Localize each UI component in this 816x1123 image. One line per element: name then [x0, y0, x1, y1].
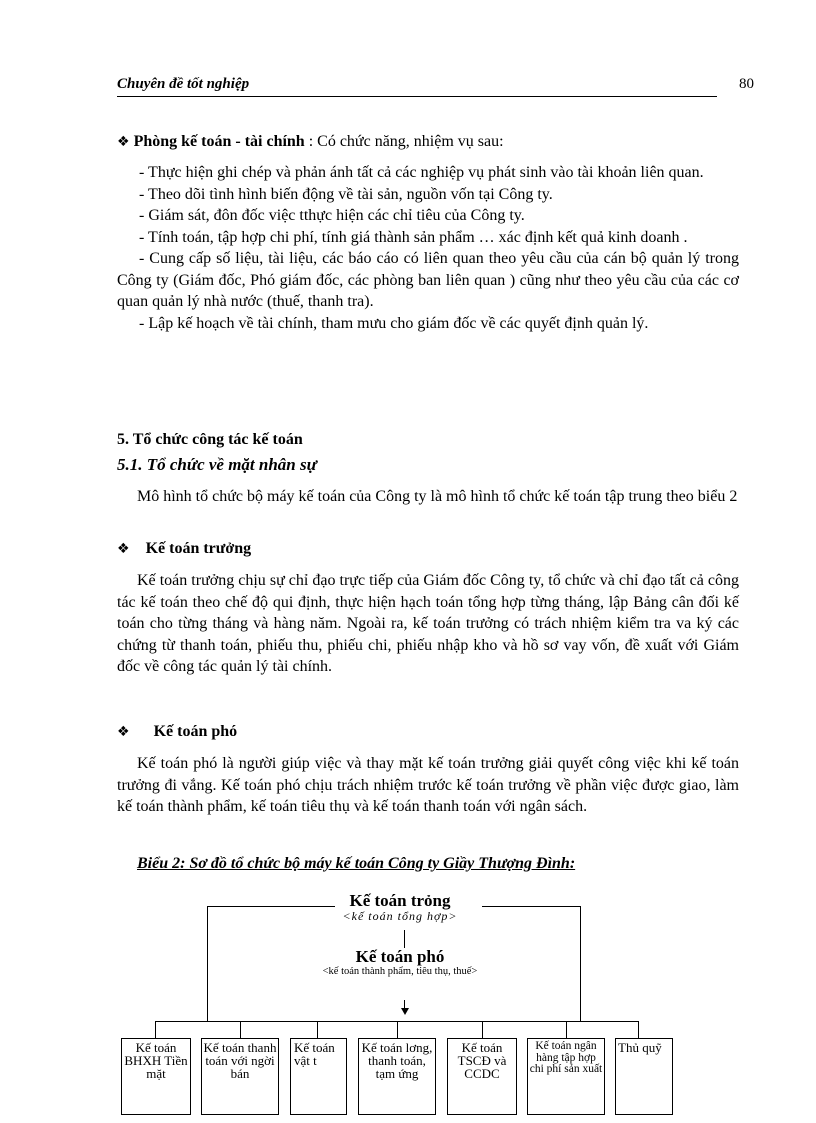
- org-box-bhxh: Kế toán BHXH Tiền mặt: [121, 1038, 191, 1115]
- deputy-title: Kế toán phó: [355, 947, 445, 966]
- connector-line: [207, 906, 208, 1022]
- ke-toan-truong-text: Kế toán trưởng chịu sự chỉ đạo trực tiếp của Giám đốc Công ty, tổ chức và chỉ đạo tất cả công tác kế toán theo chế độ qui định, thực hiện hạch toán tổng hợp từng tháng, lập Bảng cân đối kế toán cho từng tháng và hàng năm. Ngoài ra, kế toán trưởng có trách nhiệm kiểm tra va ký các chứng từ thanh toán, phiếu thu, phiếu chi, phiếu nhập kho và hồ sơ vay vốn, đề xuất với Giám đốc về công tác quản lý tài chính.: [117, 572, 739, 676]
- connector-line: [482, 1021, 483, 1038]
- page-number: 80: [739, 76, 754, 92]
- diamond-bullet-icon: ❖: [117, 541, 130, 557]
- diagram-caption: Biểu 2: Sơ đồ tổ chức bộ máy kế toán Công ty Giầy Thượng Đình:: [137, 855, 576, 872]
- ke-toan-truong-heading-line: [117, 540, 251, 558]
- connector-line: [155, 1021, 156, 1038]
- connector-line: [317, 1021, 318, 1038]
- arrow-down-icon: [401, 1008, 409, 1015]
- phong-ke-toan-heading-line: [117, 131, 739, 154]
- deputy-subtitle: <kế toán thành phẩm, tiêu thụ, thuế>: [322, 966, 478, 977]
- duty-item: - Thực hiện ghi chép và phản ánh tất cả các nghiệp vụ phát sinh vào tài khoản liên quan.: [139, 164, 704, 181]
- diamond-bullet-icon: ❖: [117, 724, 130, 740]
- duties-list: [117, 162, 739, 334]
- connector-line: [580, 906, 581, 1022]
- connector-line: [638, 1021, 639, 1038]
- subsection-heading: 5.1. Tổ chức về mặt nhân sự: [117, 455, 317, 474]
- org-box-thu-quy: Thủ quỹ: [615, 1038, 673, 1115]
- header-title: Chuyên đề tốt nghiệp: [117, 76, 250, 92]
- ke-toan-pho-heading: Kế toán phó: [153, 723, 238, 740]
- deputy-accountant-node: [270, 948, 530, 978]
- duty-item: - Theo dõi tình hình biến động về tài sản, nguồn vốn tại Công ty.: [139, 185, 553, 203]
- chief-accountant-node: [310, 892, 490, 922]
- section-intro: Mô hình tổ chức bộ máy kế toán của Công ty là mô hình tổ chức kế toán tập trung theo biểu 2: [137, 488, 738, 505]
- chief-subtitle: <kế toán tổng hợp>: [342, 909, 458, 923]
- org-box-ngan-hang: Kế toán ngân hàng tập hợp chi phí sản xuất: [527, 1038, 605, 1115]
- chief-title: Kế toán trỏng: [349, 891, 451, 910]
- duty-item: - Cung cấp số liệu, tài liệu, các báo cáo có liên quan theo yêu cầu của cán bộ quản lý trong Công ty (Giám đốc, Phó giám đốc, các phòng ban liên quan ) cũng như theo yêu cầu của các cơ quan quản lý nhà nước (thuế, thanh tra).: [117, 250, 739, 310]
- ke-toan-pho-heading-line: [117, 723, 237, 741]
- phong-ke-toan-heading: Phòng kế toán - tài chính: [133, 133, 305, 150]
- org-box-luong: Kế toán lơng, thanh toán, tạm ứng: [358, 1038, 436, 1115]
- header-rule: [117, 96, 717, 97]
- section-heading: 5. Tổ chức công tác kế toán: [117, 431, 303, 448]
- connector-line: [240, 1021, 241, 1038]
- connector-line: [482, 906, 581, 907]
- ke-toan-pho-text: Kế toán phó là người giúp việc và thay mặt kế toán trưởng giải quyết công việc khi kế toán trưởng đi vắng. Kế toán phó chịu trách nhiệm trước kế toán trưởng về phần việc được giao, làm kế toán thành phẩm, kế toán tiêu thụ và kế toán thanh toán với ngân sách.: [117, 755, 739, 815]
- connector-line: [397, 1021, 398, 1038]
- ke-toan-truong-heading: Kế toán trưởng: [145, 540, 252, 557]
- org-box-vat-tu: Kế toán vật t: [290, 1038, 347, 1115]
- org-box-tscd: Kế toán TSCĐ và CCDC: [447, 1038, 517, 1115]
- diamond-bullet-icon: ❖: [117, 134, 130, 150]
- duty-item: - Lập kế hoạch về tài chính, tham mưu cho giám đốc về các quyết định quản lý.: [139, 314, 649, 332]
- duty-item: - Giám sát, đôn đốc việc tthực hiện các chỉ tiêu của Công ty.: [139, 207, 525, 224]
- connector-line: [566, 1021, 567, 1038]
- duty-item: - Tính toán, tập hợp chi phí, tính giá thành sản phẩm … xác định kết quả kinh doanh .: [139, 228, 688, 246]
- phong-ke-toan-intro: : Có chức năng, nhiệm vụ sau:: [304, 133, 504, 150]
- org-box-thanh-toan-nguoi-ban: Kế toán thanh toán với ngời bán: [201, 1038, 279, 1115]
